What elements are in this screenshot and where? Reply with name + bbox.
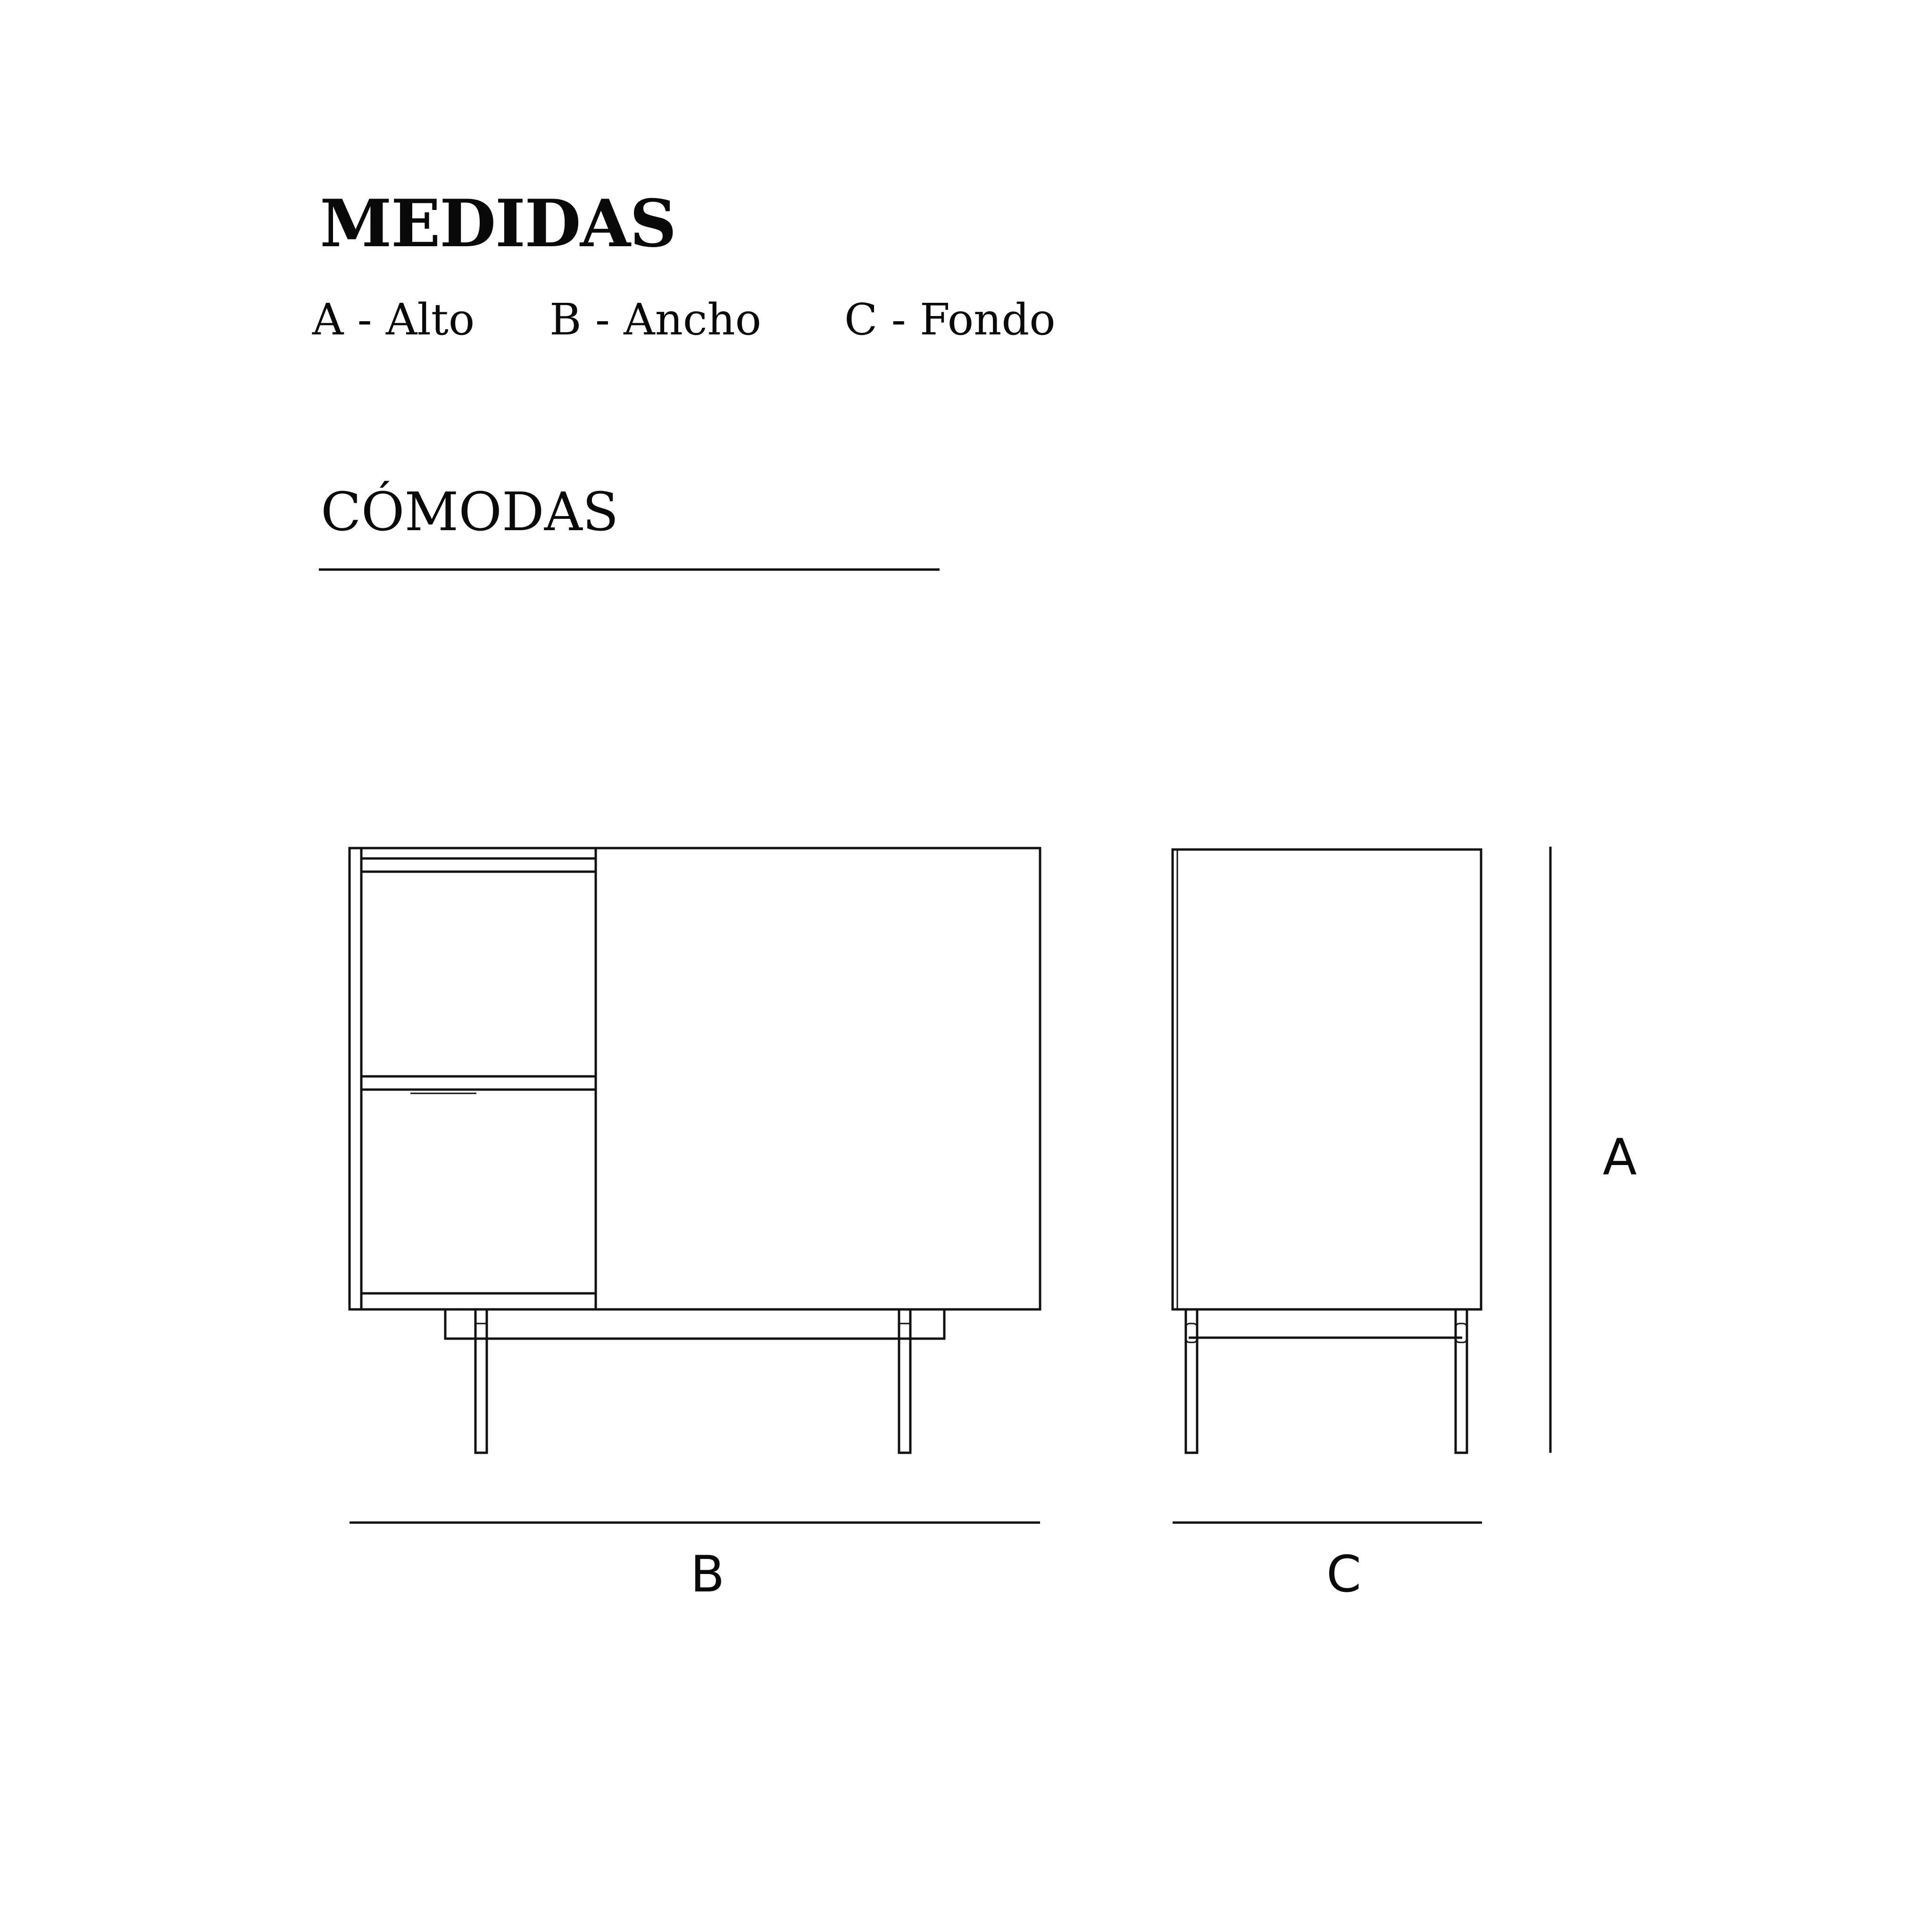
depth-dimension-label: C (1326, 1545, 1362, 1603)
front-top-shelf (361, 858, 596, 872)
side-front-leg-bracket (1186, 1324, 1197, 1342)
width-dimension-label: B (690, 1545, 725, 1603)
height-dimension-label: A (1602, 1128, 1637, 1186)
side-back-leg (1456, 1309, 1467, 1453)
front-base-frame (445, 1309, 944, 1339)
page-title: MEDIDAS (320, 185, 676, 262)
front-middle-shelf (361, 1076, 596, 1090)
legend-item-width: B - Ancho (550, 294, 762, 345)
section-title: CÓMODAS (321, 482, 619, 543)
legend-item-depth: C - Fondo (844, 294, 1056, 345)
front-left-leg (475, 1309, 487, 1453)
front-right-leg (899, 1309, 910, 1453)
front-bottom-shelf (361, 1293, 596, 1309)
side-front-leg (1186, 1309, 1197, 1453)
front-view (350, 848, 1040, 1453)
front-cabinet-body (350, 848, 1040, 1309)
side-back-leg-bracket (1456, 1324, 1467, 1342)
side-cabinet-body (1173, 849, 1481, 1309)
side-view (1173, 849, 1481, 1453)
legend-item-height: A - Alto (312, 294, 475, 345)
